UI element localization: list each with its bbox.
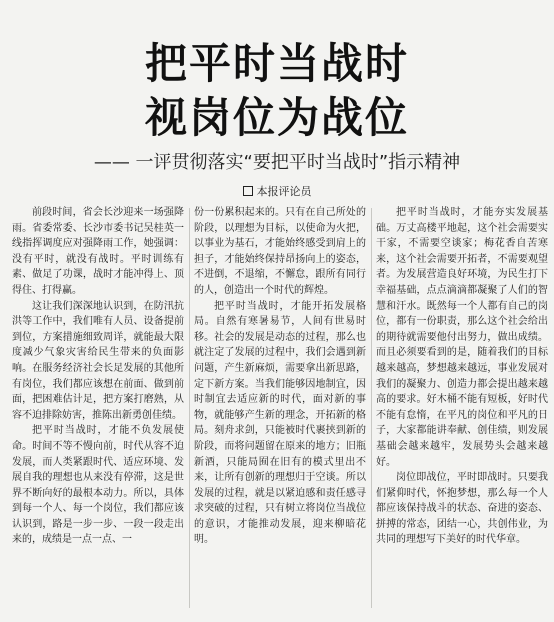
column-divider (189, 208, 190, 608)
paragraph: 前段时间，省会长沙迎来一场强降雨。省委常委、长沙市委书记吴桂英一线指挥调度应对强降雨工作，她强调：没有平时，就没有战时。平时训练有素、做足了功课，战时才能冲得上、顶得住、打得赢。 (12, 207, 184, 296)
byline-text: 本报评论员 (256, 185, 312, 198)
article-column-1 (12, 205, 184, 548)
headline-line-1: 把平时当战时 (144, 39, 409, 88)
paragraph: 岗位即战位，平时即战时。只要我们紧仰时代，怀抱梦想，那么每一个人都应该保持战斗的状态、奋进的姿态、拼搏的常态，团结一心，共创伟业，为共同的理想写下美好的时代华章。 (376, 472, 548, 546)
article-column-3 (376, 205, 548, 548)
paragraph: 把平时当战时，才能开拓发展格局。自然有寒暑易节，人间有世易时移。社会的发展是动态的过程，那么也就注定了发展的过程中，我们会遇到新问题，产生新麻烦，需要拿出新思路，定下新方案。当我们能够因地制宜，因时制宜去适应新的时代，面对新的事物，就能够产生新的理念，开拓新的格局。刻舟求剑，只能被时代裹挟到新的阶段，而将问题留在原来的地方；旧瓶新酒，只能局囿在旧有的模式里出不来，让所有创新的理想归于空谈。所以发展的过程，就是以紧迫感和责任感寻求突破的过程，只有树立将岗位当战位的意识，才能推动发展，迎来柳暗花明。 (194, 300, 366, 546)
box-icon (243, 186, 253, 196)
article-column-2 (194, 205, 366, 548)
paragraph: 把平时当战时，才能不负发展使命。时间不等不慢向前，时代从容不迫发展，而人类紧跟时代、适应环境、发展自我的理想也从来没有停滞，这是世界不断向好的最根本动力。所以，具体到每一个人、每一个岗位，我们都应该认识到，路是一步一步、一段一段走出来的，成绩是一点一点、一 (12, 425, 184, 546)
byline (0, 185, 554, 199)
paragraph: 份一份累积起来的。只有在自己所处的阶段，以理想为目标，以使命为火把，以事业为基石，才能始终感受到肩上的担子，才能始终保持昂扬向上的姿态，不进倒，不退缩，不懈怠，跟所有同行的人，创造出一个时代的辉煌。 (194, 207, 366, 296)
paragraph: 这让我们深深地认识到，在防汛抗洪等工作中，我们唯有人员、设备提前到位，方案措施细致周详，就能最大限度减少气象灾害给民生带来的负面影响。在服务经济社会长足发展的其他所有岗位，我们都应该想在前面、做到前面，把困难估计足，把方案打磨熟，从容不迫排除妨害，推陈出新勇创佳绩。 (12, 300, 184, 421)
column-divider (371, 208, 372, 608)
paragraph: 把平时当战时，才能夯实发展基础。万丈高楼平地起，这个社会需要实干家，不需要空谈家；梅花香自苦寒来，这个社会需要开拓者，不需要观望者。为发展营造良好环境，为民生打下幸福基础，点点滴滴都凝聚了人们的智慧和汗水。既然每一个人都有自己的岗位，都有一份职责，那么这个社会给出的期待就需要他付出努力，做出成绩。而且必须要看到的是，随着我们的目标越来越高，梦想越来越远，事业发展对我们的凝聚力、创造力都会提出越来越高的要求。好木桶不能有短板，好时代不能有怠惰，在平凡的岗位和平凡的日子，大家都能讲奉献、创佳绩，则发展基础会越来越牢，发展势头会越来越好。 (376, 207, 548, 468)
headline-line-2: 视岗位为战位 (144, 93, 409, 142)
subtitle: —— 一评贯彻落实“要把平时当战时”指示精神 (93, 152, 461, 173)
